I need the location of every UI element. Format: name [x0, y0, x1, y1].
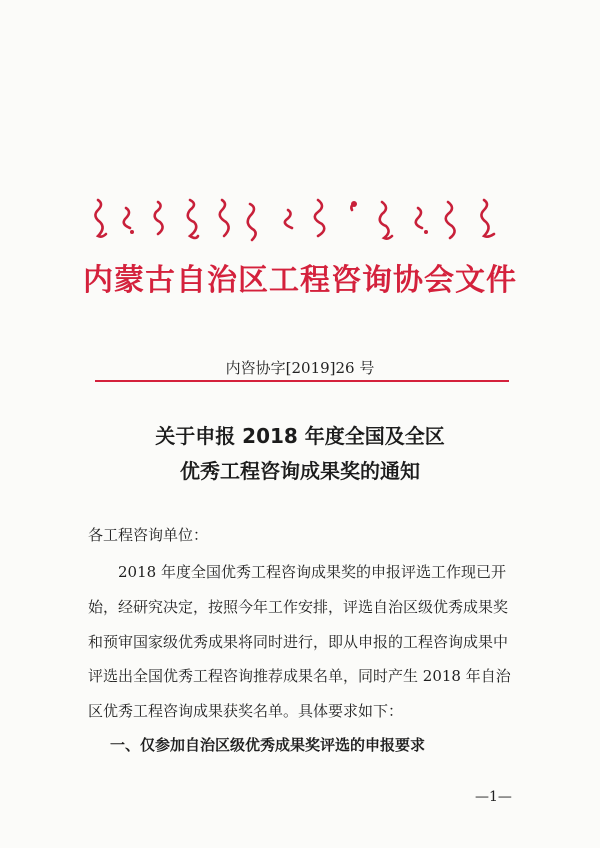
mongolian-script-graphic	[92, 196, 510, 246]
mongolian-script-header	[92, 196, 510, 246]
body-line: 2018 年度全国优秀工程咨询成果奖的申报评选工作现已开	[88, 563, 506, 581]
body-line: 始，经研究决定，按照今年工作安排，评选自治区级优秀成果奖	[88, 598, 509, 616]
salutation: 各工程咨询单位：	[88, 526, 209, 544]
document-title-line-2: 优秀工程咨询成果奖的通知	[180, 459, 420, 483]
body-line: 和预审国家级优秀成果将同时进行，即从申报的工程咨询成果中	[88, 633, 509, 651]
section-heading: 一、仅参加自治区级优秀成果奖评选的申报要求	[110, 736, 426, 754]
page-number: —1—	[475, 789, 512, 805]
body-line: 区优秀工程咨询成果获奖名单。具体要求如下：	[88, 702, 404, 720]
issuer-title: 内蒙古自治区工程咨询协会文件	[83, 263, 517, 298]
red-divider-line	[95, 380, 509, 382]
body-line: 评选出全国优秀工程咨询推荐成果名单，同时产生 2018 年自治	[88, 667, 511, 685]
document-title-line-1: 关于申报 2018 年度全国及全区	[155, 424, 445, 448]
document-number: 内咨协字[2019]26 号	[225, 359, 375, 377]
